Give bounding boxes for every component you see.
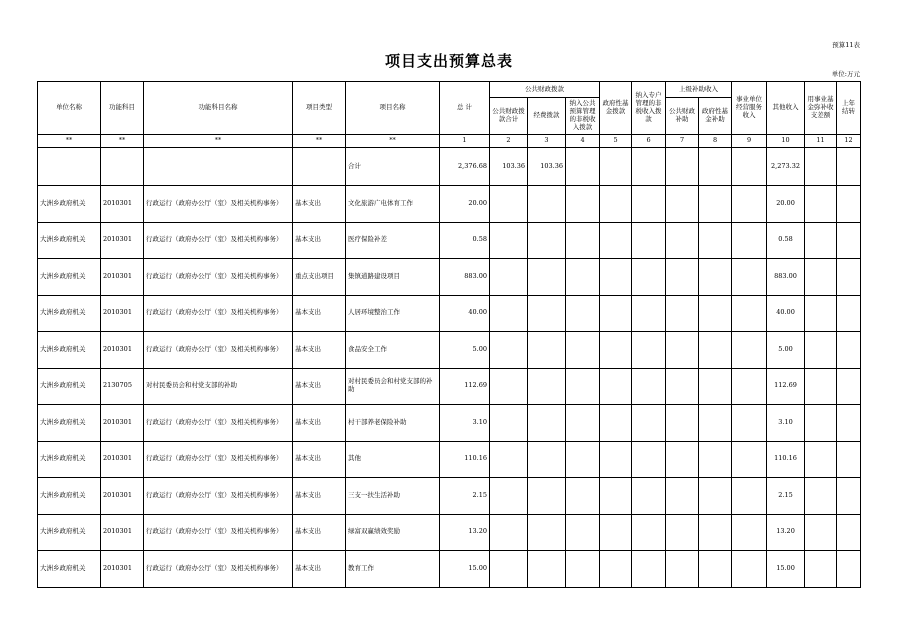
cell-public-fiscal-total [490,478,528,515]
cell-func-name: 行政运行（政府办公厅（室）及相关机构事务） [144,441,293,478]
cell-project-name: 三支一扶生活补助 [346,478,440,515]
cell-public-service-income [732,259,767,296]
cell-public-fiscal-total [490,186,528,223]
cell-superior-gov-fund [699,368,732,405]
cell-unit-name: 大洲乡政府机关 [38,332,101,369]
cell-superior-gov-fund [699,259,732,296]
total-label: 合计 [346,148,440,186]
cell-career-fund-deficit [805,186,837,223]
cell-special-account [632,441,666,478]
total-cell-empty [293,148,346,186]
cell-project-name: 村干部养老保险补助 [346,405,440,442]
cell-total: 3.10 [440,405,490,442]
cell-special-fiscal [566,222,600,259]
cell-special-account [632,186,666,223]
cell-career-fund-deficit [805,478,837,515]
cell-career-fund-deficit [805,332,837,369]
cell-public-service-income [732,186,767,223]
cell-special-fiscal [566,478,600,515]
header-superior-gov-fund: 政府性基金补助 [699,98,732,135]
cell-last-year-balance [837,514,861,551]
cell-total: 112.69 [440,368,490,405]
cell-career-fund-deficit [805,368,837,405]
cell-unit-name: 大洲乡政府机关 [38,222,101,259]
cell-unit-name: 大洲乡政府机关 [38,259,101,296]
header-special-account: 纳入专户管理的非税收入拨款 [632,82,666,135]
table-row [38,441,861,478]
cell-special-account [632,551,666,588]
cell-func-name: 行政运行（政府办公厅（室）及相关机构事务） [144,222,293,259]
cell-func-name: 行政运行（政府办公厅（室）及相关机构事务） [144,295,293,332]
cell-unit-name: 大洲乡政府机关 [38,405,101,442]
cell-special-account [632,259,666,296]
cell-total: 20.00 [440,186,490,223]
cell-last-year-balance [837,405,861,442]
cell-project-type: 基本支出 [293,441,346,478]
cell-superior-public [666,368,699,405]
cell-superior-gov-fund [699,551,732,588]
total-cell-empty [699,148,732,186]
cell-special-fiscal [566,441,600,478]
cell-superior-public [666,478,699,515]
cell-func-code: 2010301 [101,295,144,332]
cell-special-fiscal [566,332,600,369]
cell-career-fund-deficit [805,259,837,296]
header-func-code: 功能科目 [101,82,144,135]
column-index-cell: ** [101,135,144,148]
header-project-type: 项目类型 [293,82,346,135]
table-row [38,368,861,405]
cell-superior-public [666,441,699,478]
cell-gov-fund [600,186,632,223]
cell-project-type: 基本支出 [293,368,346,405]
cell-project-type: 基本支出 [293,295,346,332]
cell-func-code: 2010301 [101,222,144,259]
cell-gov-fund [600,441,632,478]
cell-func-name: 对村民委员会和村党支部的补助 [144,368,293,405]
cell-superior-gov-fund [699,441,732,478]
cell-other-income: 5.00 [767,332,805,369]
project-expenditure-table [37,81,861,588]
cell-total: 110.16 [440,441,490,478]
cell-career-fund-deficit [805,405,837,442]
header-special-fiscal: 纳入公共预算管理的非税收入拨款 [566,98,600,135]
cell-operating-funds [528,368,566,405]
cell-project-type: 基本支出 [293,405,346,442]
cell-other-income: 3.10 [767,405,805,442]
cell-public-fiscal-total [490,405,528,442]
cell-last-year-balance [837,551,861,588]
cell-project-name: 食品安全工作 [346,332,440,369]
total-cell-empty [732,148,767,186]
cell-func-name: 行政运行（政府办公厅（室）及相关机构事务） [144,332,293,369]
cell-other-income: 0.58 [767,222,805,259]
cell-project-type: 基本支出 [293,332,346,369]
cell-career-fund-deficit [805,222,837,259]
header-superior-group: 上级补助收入 [666,82,732,98]
cell-unit-name: 大洲乡政府机关 [38,368,101,405]
cell-func-code: 2010301 [101,514,144,551]
column-index-row [38,135,861,148]
cell-superior-gov-fund [699,222,732,259]
cell-last-year-balance [837,295,861,332]
header-func-name: 功能科目名称 [144,82,293,135]
cell-other-income: 40.00 [767,295,805,332]
header-career-fund-deficit: 用事业基金弥补收支差额 [805,82,837,135]
total-amount: 2,376.68 [440,148,490,186]
cell-func-code: 2010301 [101,186,144,223]
cell-total: 40.00 [440,295,490,332]
column-index-cell: 10 [767,135,805,148]
column-index-cell: ** [293,135,346,148]
cell-public-fiscal-total [490,551,528,588]
total-row [38,148,861,186]
header-project-name: 项目名称 [346,82,440,135]
cell-func-code: 2010301 [101,441,144,478]
cell-unit-name: 大洲乡政府机关 [38,295,101,332]
cell-public-service-income [732,332,767,369]
cell-total: 5.00 [440,332,490,369]
header-unit-name: 单位名称 [38,82,101,135]
cell-project-type: 基本支出 [293,186,346,223]
page-title: 项目支出预算总表 [384,52,513,70]
cell-other-income: 2.15 [767,478,805,515]
cell-special-fiscal [566,514,600,551]
cell-superior-gov-fund [699,478,732,515]
cell-project-name: 其他 [346,441,440,478]
cell-project-name: 文化旅游广电体育工作 [346,186,440,223]
column-index-cell: 2 [490,135,528,148]
cell-func-name: 行政运行（政府办公厅（室）及相关机构事务） [144,259,293,296]
cell-last-year-balance [837,368,861,405]
cell-superior-gov-fund [699,332,732,369]
cell-other-income: 110.16 [767,441,805,478]
cell-special-account [632,295,666,332]
cell-total: 13.20 [440,514,490,551]
cell-special-account [632,332,666,369]
total-cell-empty [566,148,600,186]
total-cell-empty [666,148,699,186]
column-index-cell: ** [144,135,293,148]
cell-superior-public [666,222,699,259]
cell-operating-funds [528,259,566,296]
header-public-service-income: 事业单位经营服务收入 [732,82,767,135]
cell-func-name: 行政运行（政府办公厅（室）及相关机构事务） [144,551,293,588]
cell-func-code: 2010301 [101,478,144,515]
total-cell-empty [101,148,144,186]
cell-unit-name: 大洲乡政府机关 [38,186,101,223]
cell-public-service-income [732,222,767,259]
cell-func-code: 2130705 [101,368,144,405]
unit-label: 单位:万元 [831,70,860,78]
cell-superior-gov-fund [699,186,732,223]
column-index-cell: 11 [805,135,837,148]
header-superior-public: 公共财政补助 [666,98,699,135]
cell-operating-funds [528,186,566,223]
cell-func-code: 2010301 [101,551,144,588]
cell-special-account [632,514,666,551]
cell-public-service-income [732,295,767,332]
cell-special-fiscal [566,551,600,588]
table-row [38,405,861,442]
cell-gov-fund [600,259,632,296]
cell-superior-gov-fund [699,514,732,551]
cell-operating-funds [528,551,566,588]
total-operating-funds: 103.36 [528,148,566,186]
cell-other-income: 20.00 [767,186,805,223]
cell-special-fiscal [566,368,600,405]
cell-public-service-income [732,514,767,551]
cell-gov-fund [600,295,632,332]
cell-public-service-income [732,368,767,405]
total-other-income: 2,273.32 [767,148,805,186]
column-index-cell: 9 [732,135,767,148]
header-gov-fund: 政府性基金拨款 [600,82,632,135]
cell-special-account [632,368,666,405]
cell-gov-fund [600,405,632,442]
cell-superior-public [666,186,699,223]
cell-career-fund-deficit [805,514,837,551]
column-index-cell: 1 [440,135,490,148]
cell-total: 15.00 [440,551,490,588]
header-last-year-balance: 上年结转 [837,82,861,135]
cell-operating-funds [528,514,566,551]
cell-unit-name: 大洲乡政府机关 [38,551,101,588]
table-row [38,259,861,296]
cell-public-fiscal-total [490,332,528,369]
cell-project-name: 教育工作 [346,551,440,588]
cell-superior-public [666,259,699,296]
total-cell-empty [144,148,293,186]
cell-special-fiscal [566,405,600,442]
column-index-cell: 7 [666,135,699,148]
cell-superior-public [666,295,699,332]
cell-project-type: 基本支出 [293,514,346,551]
cell-career-fund-deficit [805,295,837,332]
table-row [38,222,861,259]
cell-other-income: 112.69 [767,368,805,405]
cell-gov-fund [600,332,632,369]
column-index-cell: ** [346,135,440,148]
total-cell-empty [837,148,861,186]
cell-special-account [632,222,666,259]
cell-public-service-income [732,478,767,515]
cell-project-name: 医疗保险补差 [346,222,440,259]
column-index-cell: 8 [699,135,732,148]
cell-other-income: 883.00 [767,259,805,296]
cell-superior-gov-fund [699,405,732,442]
cell-operating-funds [528,295,566,332]
header-public-fiscal-group: 公共财政拨款 [490,82,600,98]
cell-last-year-balance [837,222,861,259]
cell-superior-public [666,332,699,369]
cell-public-fiscal-total [490,222,528,259]
cell-total: 2.15 [440,478,490,515]
header-other-income: 其他收入 [767,82,805,135]
cell-superior-public [666,551,699,588]
cell-unit-name: 大洲乡政府机关 [38,514,101,551]
cell-operating-funds [528,441,566,478]
column-index-cell: 6 [632,135,666,148]
column-index-cell: ** [38,135,101,148]
cell-public-fiscal-total [490,441,528,478]
total-cell-empty [632,148,666,186]
cell-operating-funds [528,405,566,442]
cell-special-account [632,478,666,515]
cell-unit-name: 大洲乡政府机关 [38,441,101,478]
cell-public-fiscal-total [490,295,528,332]
cell-special-fiscal [566,259,600,296]
cell-total: 883.00 [440,259,490,296]
cell-operating-funds [528,332,566,369]
table-row [38,514,861,551]
cell-func-name: 行政运行（政府办公厅（室）及相关机构事务） [144,478,293,515]
cell-superior-public [666,514,699,551]
cell-project-type: 基本支出 [293,478,346,515]
cell-public-fiscal-total [490,368,528,405]
cell-public-service-income [732,551,767,588]
cell-project-name: 人居环境整治工作 [346,295,440,332]
cell-last-year-balance [837,478,861,515]
cell-project-name: 集镇道路建设项目 [346,259,440,296]
cell-career-fund-deficit [805,551,837,588]
cell-last-year-balance [837,186,861,223]
cell-special-fiscal [566,186,600,223]
total-cell-empty [600,148,632,186]
cell-project-type: 基本支出 [293,551,346,588]
column-index-cell: 4 [566,135,600,148]
cell-operating-funds [528,478,566,515]
cell-gov-fund [600,368,632,405]
cell-special-fiscal [566,295,600,332]
cell-other-income: 15.00 [767,551,805,588]
cell-project-type: 基本支出 [293,222,346,259]
cell-public-service-income [732,405,767,442]
column-index-cell: 3 [528,135,566,148]
column-index-cell: 12 [837,135,861,148]
total-cell-empty [38,148,101,186]
cell-operating-funds [528,222,566,259]
table-row [38,295,861,332]
cell-unit-name: 大洲乡政府机关 [38,478,101,515]
cell-func-code: 2010301 [101,405,144,442]
table-row [38,186,861,223]
cell-func-code: 2010301 [101,259,144,296]
cell-last-year-balance [837,332,861,369]
cell-gov-fund [600,478,632,515]
cell-special-account [632,405,666,442]
cell-public-fiscal-total [490,514,528,551]
cell-project-type: 重点支出项目 [293,259,346,296]
total-public-fiscal: 103.36 [490,148,528,186]
cell-func-name: 行政运行（政府办公厅（室）及相关机构事务） [144,514,293,551]
cell-gov-fund [600,514,632,551]
cell-gov-fund [600,551,632,588]
cell-last-year-balance [837,441,861,478]
header-public-fiscal-total: 公共财政拨款合计 [490,98,528,135]
cell-func-code: 2010301 [101,332,144,369]
table-row [38,332,861,369]
cell-func-name: 行政运行（政府办公厅（室）及相关机构事务） [144,405,293,442]
form-code: 预算11表 [832,41,860,49]
cell-public-fiscal-total [490,259,528,296]
cell-other-income: 13.20 [767,514,805,551]
table-row [38,551,861,588]
total-cell-empty [805,148,837,186]
header-total: 总 计 [440,82,490,135]
cell-project-name: 绿富双赢绩效奖励 [346,514,440,551]
cell-project-name: 对村民委员会和村党支部的补助 [346,368,440,405]
header-operating-funds: 经费拨款 [528,98,566,135]
cell-career-fund-deficit [805,441,837,478]
column-index-cell: 5 [600,135,632,148]
cell-superior-gov-fund [699,295,732,332]
cell-last-year-balance [837,259,861,296]
cell-total: 0.58 [440,222,490,259]
cell-superior-public [666,405,699,442]
cell-gov-fund [600,222,632,259]
cell-public-service-income [732,441,767,478]
table-row [38,478,861,515]
cell-func-name: 行政运行（政府办公厅（室）及相关机构事务） [144,186,293,223]
